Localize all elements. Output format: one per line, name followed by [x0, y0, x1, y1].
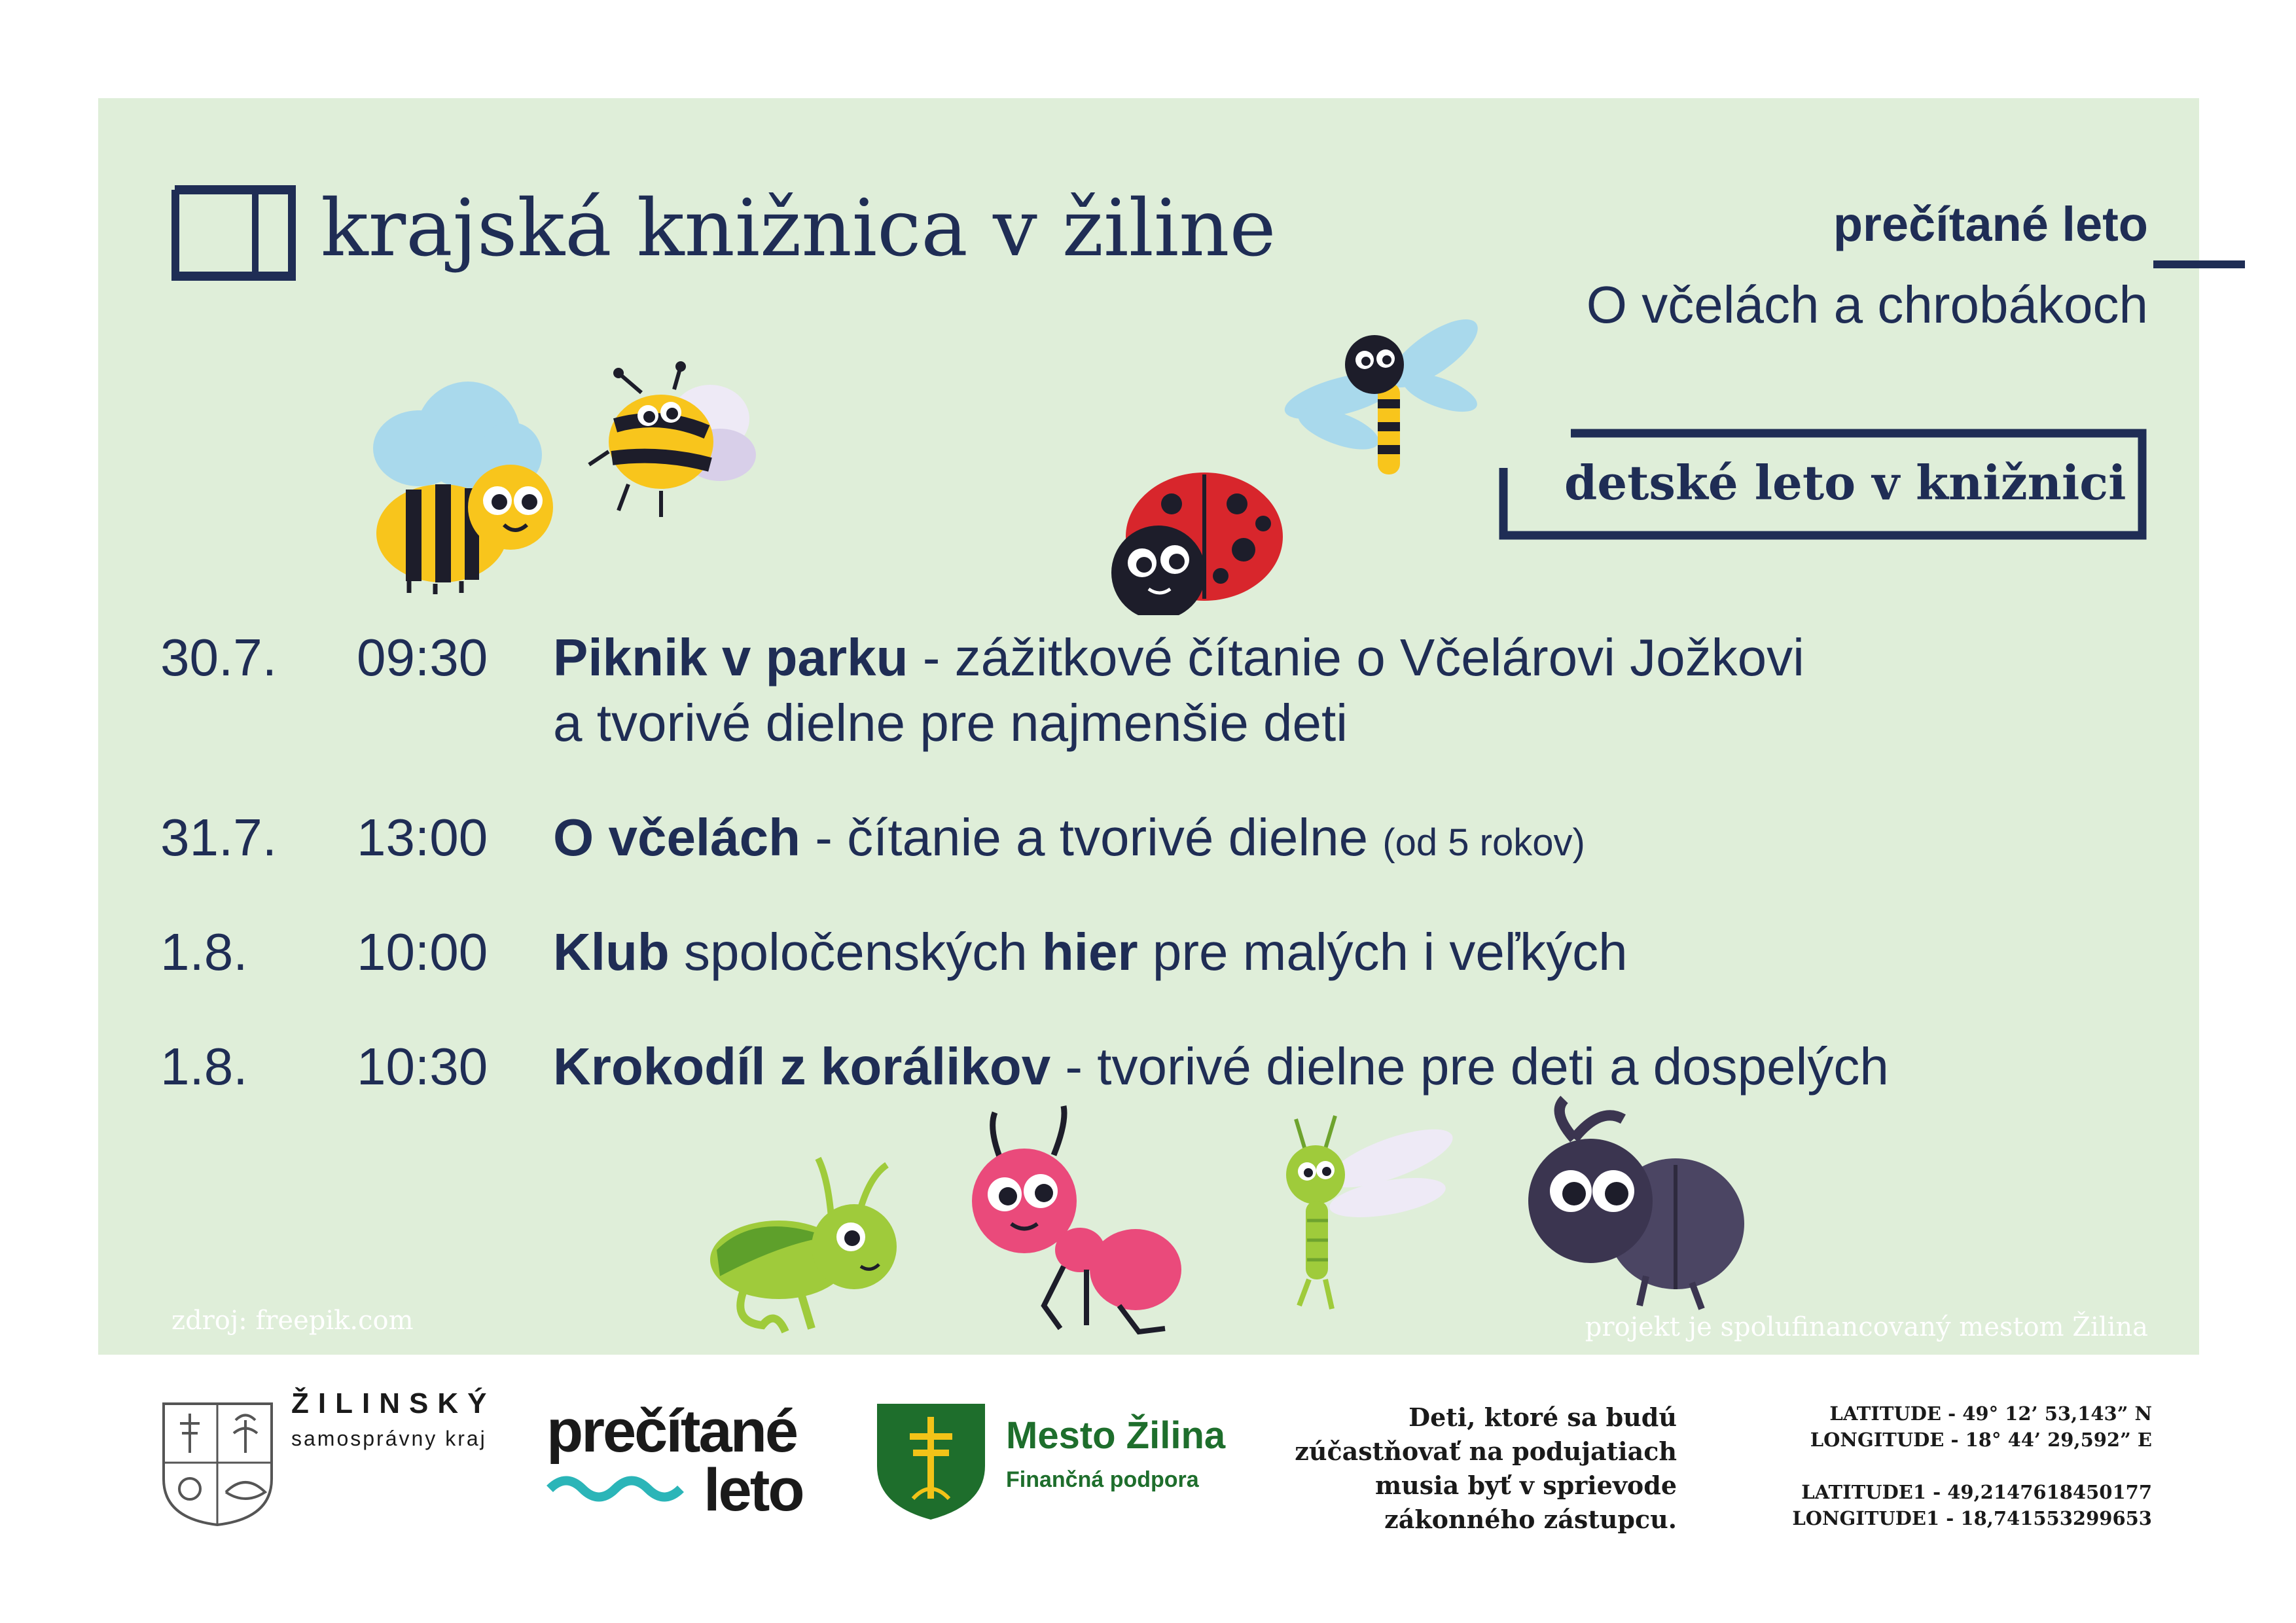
- event-3-title: Klub: [553, 923, 670, 981]
- library-name: krajská knižnica v žiline: [321, 183, 1276, 274]
- event-3-title2: hier: [1041, 923, 1138, 981]
- library-logo-icon: [171, 185, 296, 283]
- program-title: prečítané leto: [1833, 197, 2148, 251]
- guardian-notice: [1295, 1400, 1677, 1537]
- event-1-text: - zážitkové čítanie o Včelárovi Jožkovi: [908, 628, 1804, 687]
- event-1-description-line2: a tvorivé dielne pre najmenšie deti: [553, 694, 1348, 752]
- event-3-text: pre malých i veľkých: [1138, 923, 1628, 981]
- zsk-coat-of-arms-icon: [160, 1400, 275, 1528]
- latitude: LATITUDE - 49° 12’ 53,143” N: [1829, 1402, 2152, 1425]
- event-3-date: 1.8.: [160, 923, 248, 981]
- latitude-decimal: LATITUDE1 - 49,2147618450177: [1801, 1481, 2152, 1503]
- event-1-date: 30.7.: [160, 628, 277, 687]
- event-2-time: 13:00: [357, 808, 488, 866]
- event-4-title: Krokodíl z korálikov: [553, 1037, 1051, 1096]
- image-source-credit: zdroj: freepik.com: [171, 1306, 414, 1336]
- event-4-time: 10:30: [357, 1037, 488, 1096]
- beetle-illustration: [1515, 1093, 1751, 1315]
- event-2-text: - čítanie a tvorivé dielne: [800, 808, 1383, 866]
- precitane-leto-logo-line1: prečítané: [547, 1398, 797, 1465]
- event-1-time: 09:30: [357, 628, 488, 687]
- longitude-decimal: LONGITUDE1 - 18,741553299653: [1792, 1507, 2152, 1529]
- zsk-name: ŽILINSKÝ: [291, 1387, 496, 1419]
- event-1-description: [553, 625, 1804, 690]
- precitane-leto-logo-line2: leto: [704, 1457, 803, 1524]
- notice-line: Deti, ktoré sa budú: [1408, 1402, 1677, 1432]
- event-4-description: [553, 1034, 1889, 1099]
- mesto-zilina-subtitle: Finančná podpora: [1006, 1467, 1199, 1492]
- program-subtitle: O včelách a chrobákoch: [1586, 276, 2148, 334]
- event-1-title: Piknik v parku: [553, 628, 908, 687]
- notice-line: zákonného zástupcu.: [1384, 1505, 1677, 1534]
- ant-illustration: [969, 1103, 1185, 1345]
- event-2-description: [553, 805, 1585, 876]
- small-bee-illustration: [583, 360, 766, 530]
- mosquito-illustration: [1260, 1113, 1469, 1315]
- event-2-title: O včelách: [553, 808, 801, 866]
- zsk-subtitle: samosprávny kraj: [291, 1427, 487, 1450]
- event-2-age-note: (od 5 rokov): [1382, 821, 1585, 864]
- event-4-text: - tvorivé dielne pre deti a dospelých: [1050, 1037, 1889, 1096]
- gps-coordinates: [1792, 1400, 2152, 1531]
- event-4-date: 1.8.: [160, 1037, 248, 1096]
- ladybug-illustration: [1100, 465, 1289, 615]
- event-3-description: [553, 919, 1628, 985]
- mesto-zilina-name: Mesto Žilina: [1006, 1414, 1226, 1457]
- cofinanced-note: projekt je spolufinancovaný mestom Žilina: [1585, 1312, 2148, 1342]
- series-label: detské leto v knižnici: [1564, 455, 2126, 510]
- title-underline-accent: [2153, 260, 2245, 270]
- notice-line: musia byť v sprievode: [1374, 1471, 1677, 1500]
- event-3-time: 10:00: [357, 923, 488, 981]
- notice-line: zúčastňovať na podujatiach: [1295, 1436, 1677, 1466]
- grasshopper-illustration: [704, 1139, 906, 1342]
- precitane-leto-wave-icon: [547, 1472, 697, 1505]
- dragonfly-illustration: [1283, 317, 1492, 481]
- event-2-date: 31.7.: [160, 808, 277, 866]
- big-bee-illustration: [357, 373, 566, 596]
- event-3-text-mid: spoločenských: [669, 923, 1042, 981]
- longitude: LONGITUDE - 18° 44’ 29,592” E: [1810, 1429, 2152, 1451]
- zilina-city-shield-icon: [874, 1400, 988, 1522]
